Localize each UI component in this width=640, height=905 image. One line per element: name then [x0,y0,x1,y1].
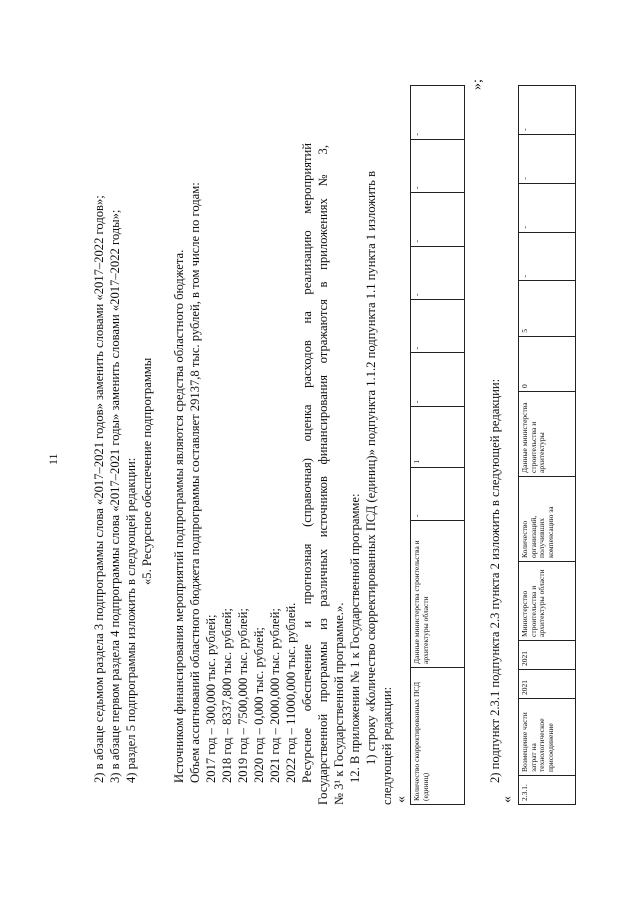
table-cell: Данные министерства строительства и архитектуры [519,392,576,477]
text-line-14: Государственной программы из различных источников финансирования отражаются в приложениях № 3, [316,145,330,805]
page-number: 11 [46,453,60,465]
table-cell: - [519,232,576,281]
table-cell: - [411,300,465,353]
table-cell: - [411,139,465,192]
open-quote-2: « [500,796,515,803]
table-cell: Количество скорректированных ПСД (единиц) [411,668,465,805]
year-line-2021: 2021 год – 2000,000 тыс. рублей; [268,608,282,783]
table-cell: - [411,353,465,406]
table-cell: 2021 [519,670,576,699]
open-quote-1: « [394,796,409,803]
close-quote: »; [470,79,485,90]
table-cell: Министерство строительства и архитектуры области [519,562,576,641]
table-row [411,86,465,805]
section-heading: «5. Ресурсное обеспечение подпрограммы [140,357,154,585]
table-cell: - [411,86,465,140]
text-line-16: 12. В приложении № 1 к Государственной программе: [348,493,362,783]
year-line-2022: 2022 год – 11000,000 тыс. рублей. [284,602,298,783]
table-2 [518,85,576,805]
table-cell: 5 [519,281,576,336]
table-1 [410,85,465,805]
text-line-18: следующей редакции: [380,686,394,805]
table-cell: Возмещение части затрат на технологическое присоединение [519,699,576,776]
text-line-6: Объем ассигнований областного бюджета подпрограммы составляет 29137,8 тыс. рублей, в том числе по годам: [188,182,202,783]
text-line-19: 2) подпункт 2.3.1 подпункта 2.3 пункта 2 изложить в следующей редакции: [488,378,502,783]
table-cell: - [411,246,465,299]
year-line-2018: 2018 год – 8337,800 тыс. рублей; [220,608,234,783]
text-line-13: Ресурсное обеспечение и прогнозная (справочная) оценка расходов на реализацию мероприятий [300,143,314,783]
table-cell: 1 [411,406,465,467]
table-cell: Данные министерства строительства и архитектуры области [411,521,465,668]
text-line-5: Источником финансирования мероприятий подпрограммы являются средства областного бюджета. [172,249,186,783]
table-cell: Количество организаций, получивших компенсацию за [519,477,576,562]
table-cell: - [411,467,465,520]
text-line-2: 3) в абзаце первом раздела 4 подпрограммы слова «2017–2021 годы» заменить словами «2017–2022 годы»; [108,209,122,783]
text-line-17: 1) строку «Количество скорректированных ПСД (единиц)» подпункта 1.1.2 подпункта 1.1 пункта 1 изложить в [364,170,378,765]
year-line-2019: 2019 год – 7500,000 тыс. рублей; [236,608,250,783]
text-line-3: 4) раздел 5 подпрограммы изложить в следующей редакции: [124,457,138,783]
year-line-2017: 2017 год – 300,000 тыс. рублей; [204,614,218,783]
table-cell: 2021 [519,641,576,670]
table-cell: 0 [519,336,576,391]
table-cell: 2.3.1. [519,776,576,805]
text-line-15: № 3¹ к Государственной программе.». [332,602,346,805]
text-line-1: 2) в абзаце седьмом раздела 3 подпрограммы слова «2017–2021 годов» заменить словами «2017–2022 годов»; [92,195,106,783]
year-line-2020: 2020 год – 0,000 тыс. рублей; [252,627,266,783]
table-cell: - [411,193,465,246]
table-row [519,86,576,805]
table-cell: - [519,86,576,135]
table-cell: - [519,183,576,232]
table-cell: - [519,134,576,183]
